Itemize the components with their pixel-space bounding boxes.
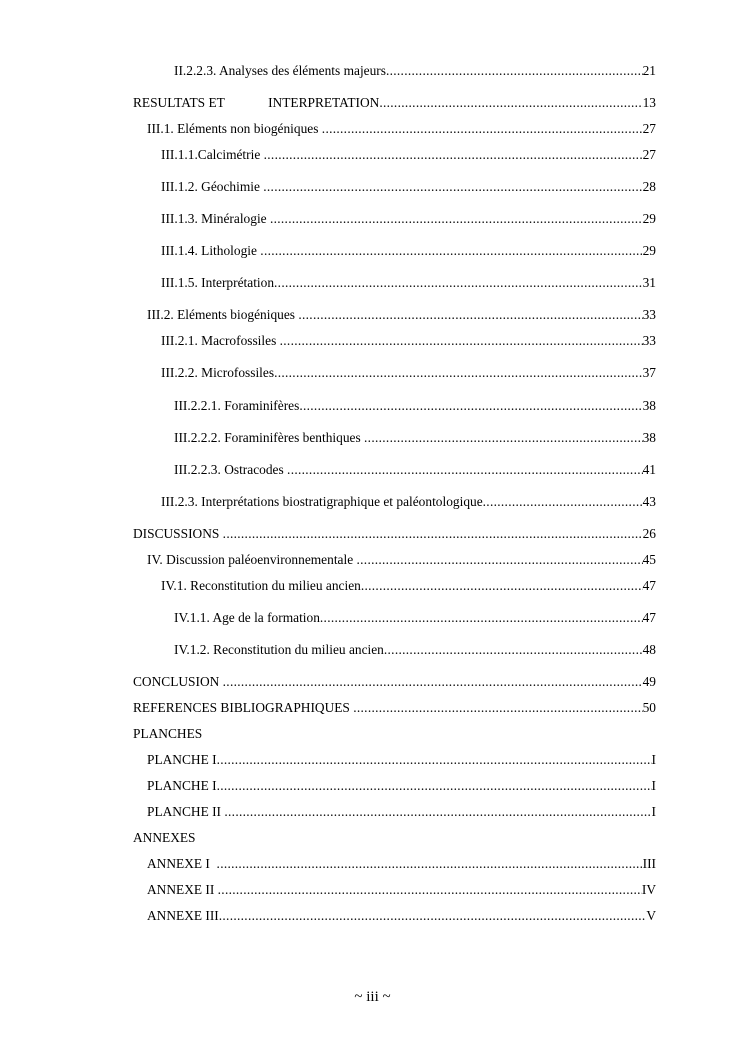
toc-entry-label: III.2.1. Macrofossiles [161, 333, 280, 348]
dot-leader [353, 700, 642, 716]
dot-leader [280, 333, 643, 349]
dot-leader [223, 674, 643, 690]
toc-entry-label: CONCLUSION [133, 674, 223, 689]
toc-entry[interactable] [147, 778, 656, 794]
toc-entry-label: IV.1.2. Reconstitution du milieu ancien [174, 642, 384, 657]
toc-entry[interactable] [147, 121, 656, 137]
toc-entry-page: 49 [642, 674, 656, 689]
toc-entry-page: 31 [642, 275, 656, 290]
toc-section-heading: PLANCHES [133, 726, 203, 741]
dot-leader [274, 365, 643, 381]
dot-leader [223, 526, 643, 542]
toc-entry[interactable] [147, 882, 656, 898]
toc-entry-label: DISCUSSIONS [133, 526, 223, 541]
toc-entry-page: I [651, 778, 656, 793]
toc-entry[interactable] [174, 430, 656, 446]
toc-entry[interactable] [147, 804, 656, 820]
toc-entry[interactable] [147, 856, 656, 872]
toc-entry-page: 33 [642, 333, 656, 348]
toc-entry-label: III.2.2.1. Foraminifères [174, 398, 300, 413]
toc-entry-page: I [651, 752, 656, 767]
toc-entry[interactable] [147, 908, 656, 924]
toc-section-heading: ANNEXES [133, 830, 196, 845]
toc-entry-page: 43 [642, 494, 656, 509]
toc-entry[interactable] [133, 674, 656, 690]
toc-entry-label: ANNEXE II [147, 882, 218, 897]
toc-entry-page: 50 [642, 700, 656, 715]
toc-entry-page: 47 [642, 578, 656, 593]
toc-entry-page: V [646, 908, 656, 923]
toc-entry-label: ANNEXE III [147, 908, 219, 923]
dot-leader [364, 430, 643, 446]
toc-entry[interactable] [161, 243, 656, 259]
toc-entry-page: 47 [642, 610, 656, 625]
dot-leader [361, 578, 643, 594]
toc-entry-page: 37 [642, 365, 656, 380]
dot-leader [218, 882, 642, 898]
toc-entry-page: IV [641, 882, 656, 897]
toc-entry-label: REFERENCES BIBLIOGRAPHIQUES [133, 700, 354, 715]
toc-entry[interactable] [133, 526, 656, 542]
toc-entry-page: 13 [642, 95, 656, 110]
dot-leader [357, 552, 643, 568]
toc-entry-page: 48 [642, 642, 656, 657]
toc-entry[interactable] [133, 700, 656, 716]
toc-entry-label: III.2.2.2. Foraminifères benthiques [174, 430, 365, 445]
toc-entry-page: 38 [642, 430, 656, 445]
toc-entry[interactable] [174, 610, 656, 626]
toc-entry[interactable] [147, 552, 656, 568]
toc-entry-page: 45 [642, 552, 656, 567]
toc-entry-label: III.1.3. Minéralogie [161, 211, 270, 226]
dot-leader [386, 63, 643, 79]
toc-entry-label: RESULTATS ET INTERPRETATION [133, 95, 380, 110]
toc-entry-label: PLANCHE I [147, 778, 217, 793]
dot-leader [322, 121, 643, 137]
toc-entry[interactable] [161, 147, 656, 163]
toc-entry-label: IV.1.1. Age de la formation [174, 610, 320, 625]
toc-entry-page: 26 [642, 526, 656, 541]
dot-leader [217, 856, 643, 872]
toc-entry-page: 27 [642, 147, 656, 162]
toc-entry[interactable] [161, 365, 656, 381]
toc-entry-label: III.2.3. Interprétations biostratigraphique et paléontologique [161, 494, 483, 509]
toc-entry[interactable] [161, 494, 656, 510]
dot-leader [217, 778, 652, 794]
dot-leader [263, 179, 642, 195]
toc-entry[interactable] [161, 333, 656, 349]
toc-entry[interactable] [147, 307, 656, 323]
toc-entry-page: 29 [642, 211, 656, 226]
toc-entry-page: 28 [642, 179, 656, 194]
toc-entry-page: 21 [642, 63, 656, 78]
toc-entry[interactable] [161, 578, 656, 594]
dot-leader [379, 95, 642, 111]
toc-entry-page: III [642, 856, 656, 871]
toc-entry-label: PLANCHE II [147, 804, 225, 819]
toc-entry-label: IV.1. Reconstitution du milieu ancien [161, 578, 361, 593]
toc-entry-label: IV. Discussion paléoenvironnementale [147, 552, 357, 567]
dot-leader [298, 307, 642, 323]
page-number: ~ iii ~ [354, 989, 391, 1005]
toc-entry-label: III.1.1.Calcimétrie [161, 147, 264, 162]
dot-leader [483, 494, 643, 510]
toc-entry[interactable] [161, 211, 656, 227]
toc-entry-page: I [651, 804, 656, 819]
toc-entry-page: 27 [642, 121, 656, 136]
toc-entry-label: III.1. Eléments non biogéniques [147, 121, 322, 136]
dot-leader [274, 275, 643, 291]
toc-entry[interactable] [133, 95, 656, 111]
dot-leader [270, 211, 643, 227]
toc-entry-page: 33 [642, 307, 656, 322]
toc-entry-label: III.1.5. Interprétation [161, 275, 275, 290]
dot-leader [299, 398, 642, 414]
toc-entry[interactable] [174, 63, 656, 79]
dot-leader [384, 642, 643, 658]
toc-entry-page: 38 [642, 398, 656, 413]
dot-leader [217, 752, 652, 768]
dot-leader [287, 462, 643, 478]
toc-entry[interactable] [147, 752, 656, 768]
toc-entry-label: PLANCHE I [147, 752, 217, 767]
toc-entry-label: ANNEXE I [147, 856, 217, 871]
toc-entry-label: III.2. Eléments biogéniques [147, 307, 299, 322]
dot-leader [219, 908, 647, 924]
dot-leader [260, 243, 642, 259]
toc-entry[interactable] [174, 462, 656, 478]
toc-entry-page: 29 [642, 243, 656, 258]
toc-entry-label: II.2.2.3. Analyses des éléments majeurs [174, 63, 386, 78]
toc-entry-label: III.1.4. Lithologie [161, 243, 261, 258]
dot-leader [264, 147, 643, 163]
toc-entry-page: 41 [642, 462, 656, 477]
toc-entry[interactable] [174, 642, 656, 658]
toc-entry[interactable] [174, 398, 656, 414]
toc-entry-label: III.2.2.3. Ostracodes [174, 462, 288, 477]
dot-leader [320, 610, 643, 626]
toc-entry-label: III.1.2. Géochimie [161, 179, 264, 194]
toc-entry[interactable] [161, 179, 656, 195]
dot-leader [224, 804, 651, 820]
toc-entry[interactable] [161, 275, 656, 291]
toc-entry-label: III.2.2. Microfossiles [161, 365, 275, 380]
